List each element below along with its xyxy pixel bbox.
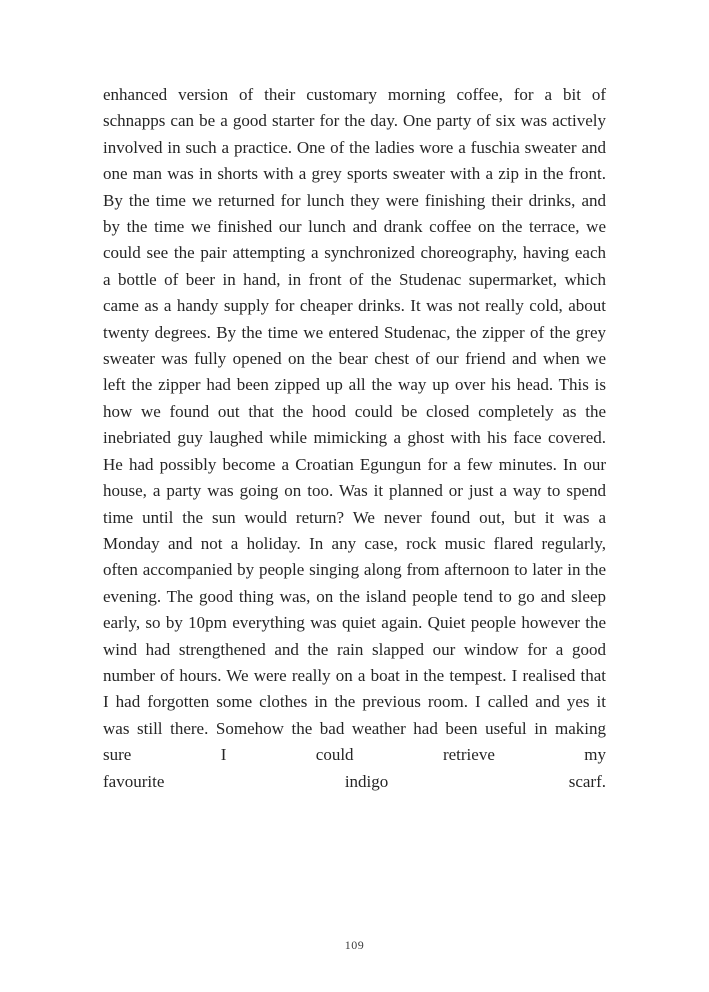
last-line-word-3: scarf. bbox=[568, 771, 606, 791]
last-line-word-2: indigo bbox=[344, 771, 389, 791]
text-block bbox=[103, 82, 606, 795]
last-line-word-1: favourite bbox=[103, 771, 165, 791]
page-number: 109 bbox=[344, 938, 365, 952]
paragraph-body: enhanced version of their customary morning coffee, for a bit of schnapps can be a good starter for the day. One party of six was actively involved in such a practice. One of the ladies wore a fuschia sweater and one man was in shorts with a grey sports sweater with a zip in the front. By the time we returned for lunch they were finishing their drinks, and by the time we finished our lunch and drank coffee on the terrace, we could see the pair attempting a synchronized choreography, having each a bottle of beer in hand, in front of the Studenac supermarket, which came as a handy supply for cheaper drinks. It was not really cold, about twenty degrees. By the time we entered Studenac, the zipper of the grey sweater was fully opened on the bear chest of our friend and when we left the zipper had been zipped up all the way up over his head. This is how we found out that the hood could be closed completely as the inebriated guy laughed while mimicking a ghost with his face covered. He had possibly become a Croatian Egungun for a few minutes. In our house, a party was going on too. Was it planned or just a way to spend time until the sun would return? We never found out, but it was a Monday and not a holiday. In any case, rock music flared regularly, often accompanied by people singing along from afternoon to later in the evening. The good thing was, on the island people tend to go and sleep early, so by 10pm everything was quiet again. Quiet people however the wind had strengthened and the rain slapped our window for a good number of hours. We were really on a boat in the tempest. I realised that I had forgotten some clothes in the previous room. I called and yes it was still there. Somehow the bad weather had been useful in making sure I could retrieve my bbox=[103, 85, 606, 765]
paragraph-last-line bbox=[103, 769, 606, 795]
